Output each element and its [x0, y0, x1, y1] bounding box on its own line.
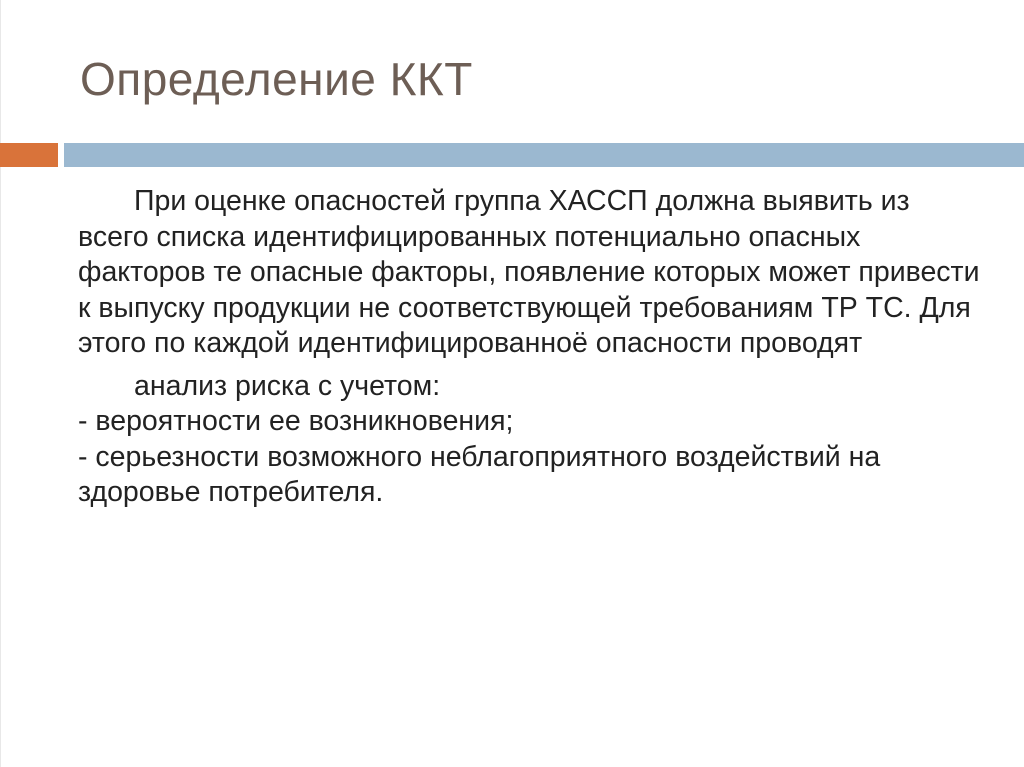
accent-bar	[0, 143, 58, 167]
risk-item-severity: - серьезности возможного неблагоприятного воздействий на здоровье потребителя.	[78, 440, 881, 508]
slide-body	[78, 184, 988, 511]
title-underline-bar	[64, 143, 1024, 167]
risk-item-probability: - вероятности ее возникновения;	[78, 405, 514, 437]
slide-title: Определение ККТ	[80, 53, 473, 105]
slide-border	[0, 0, 1, 767]
risk-analysis-intro: анализ риска с учетом:	[134, 369, 441, 402]
paragraph-spacer	[78, 362, 988, 369]
body-paragraph-hazard-analysis: При оценке опасностей группа ХАССП должна выявить из всего списка идентифицированных потенциально опасных факторов те опасные факторы, появление которых может привести к выпуску продукции не соответствующей требованиям ТР ТС. Для этого по каждой идентифицированноё опасности проводят	[78, 185, 980, 359]
